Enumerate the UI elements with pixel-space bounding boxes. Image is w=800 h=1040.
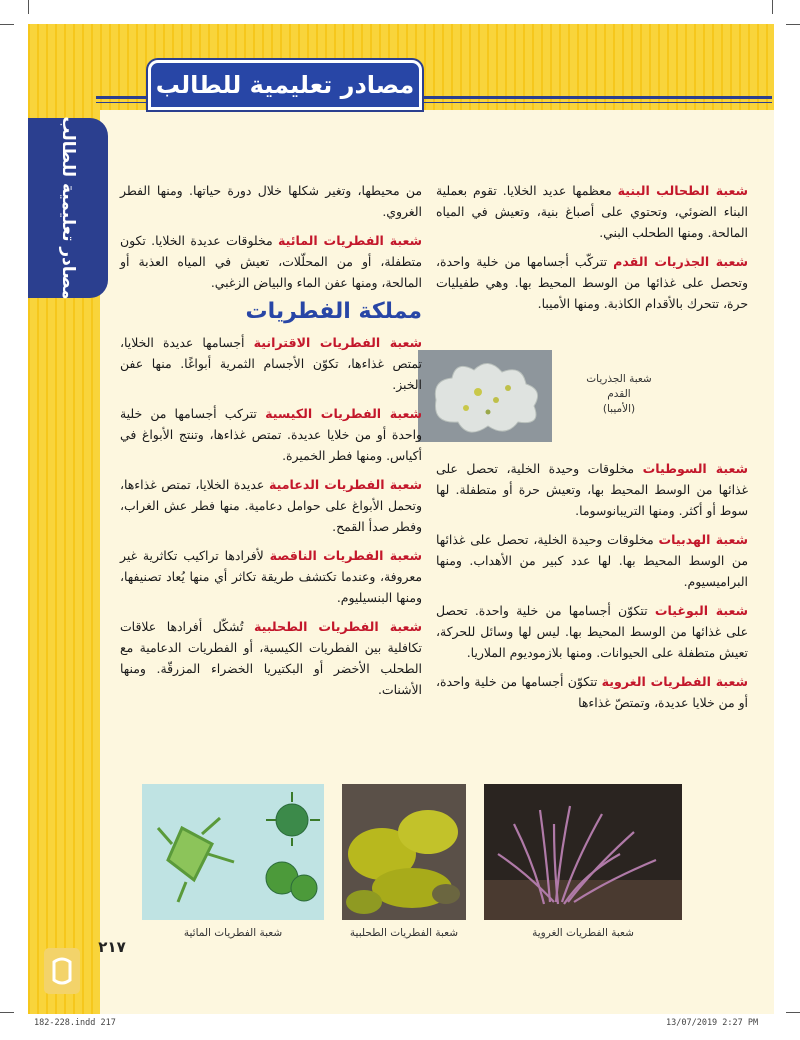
entry-zygomycota: شعبة الفطريات الاقترانية أجسامها عديدة الخلايا، تمتص غذاءها، تكوّن الأجسام الثمرية أبواغًا. منها عفن الخبز.	[120, 335, 423, 392]
right-column-top	[436, 180, 748, 322]
crop-mark	[0, 24, 14, 25]
slime-mold-photo	[484, 784, 682, 920]
entry-slime-molds: شعبة الفطريات الغروية تتكوّن أجسامها من خلية واحدة، أو من خلايا عديدة، وتمتصّ غذاءها	[436, 674, 748, 710]
entry-basidiomycota: شعبة الفطريات الدعامية عديدة الخلايا، تمتص غذاءها، وتحمل الأبواغ على حوامل دعامية. منها فطر عش الغراب، وفطر صدأ القمح.	[120, 477, 422, 534]
water-mold-caption: شعبة الفطريات المائية	[183, 927, 283, 939]
footer-file: 182-228.indd 217	[34, 1018, 116, 1028]
page-number: ٢١٧	[98, 938, 126, 956]
lichen-photo	[342, 784, 466, 920]
entry-sarcodina: شعبة الجذريات القدم تتركّب أجسامها من خلية واحدة، وتحصل على غذائها من الوسط المحيط بها. وهي طفيليات حرة، تتحرك بالأقدام الكاذبة. ومنها الأميبا.	[436, 254, 748, 311]
slime-mold-caption: شعبة الفطريات الغروية	[532, 927, 634, 939]
crop-mark	[0, 1012, 14, 1013]
crop-mark	[772, 0, 773, 14]
entry-deuteromycota: شعبة الفطريات الناقصة لأفرادها تراكيب تكاثرية غير معروفة، وعندما تكتشف طريقة تكاثر أي منها يُعاد تصنيفها، ومنها البنسيليوم.	[120, 548, 422, 605]
entry-flagellates: شعبة السوطيات مخلوقات وحيدة الخلية، تحصل على غذائها من الوسط المحيط بها، وتعيش حرة أو متطفلة. لها سوط أو أكثر. ومنها التريبانوسوما.	[436, 461, 748, 518]
entry-ascomycota: شعبة الفطريات الكيسية تتركب أجسامها من خلية واحدة أو من خلايا عديدة. تمتص غذاءها، وتنتج الأبواغ في أكياس. ومنها فطر الخميرة.	[120, 406, 422, 463]
left-column	[120, 180, 422, 708]
entry-sporozoa: شعبة البوغيات تتكوّن أجسامها من خلية واحدة. تحصل على غذائها من الوسط المحيط بها. ليس لها وسائل للحركة، تعيش متطفلة على الحيوانات. ومنها بلازموديوم الملاريا.	[436, 603, 748, 660]
crop-mark	[786, 24, 800, 25]
lichen-caption: شعبة الفطريات الطحلبية	[349, 927, 459, 939]
slime-continuation: من محيطها، وتغير شكلها خلال دورة حياتها. ومنها الفطر الغروي.	[120, 183, 422, 219]
crop-mark	[786, 1012, 800, 1013]
amoeba-caption: شعبة الجذريات القدم (الأميبا)	[586, 373, 652, 415]
side-tab	[28, 118, 108, 298]
entry-brown-algae: شعبة الطحالب البنية معظمها عديد الخلايا. تقوم بعملية البناء الضوئي، وتحتوي على أصباغ بنية، وتعيش في المياه المالحة. ومنها الطحلب البني.	[436, 183, 748, 240]
crop-mark	[28, 0, 29, 14]
page-title-tab	[148, 60, 422, 110]
right-column-bottom	[436, 458, 748, 721]
publisher-logo	[44, 948, 80, 994]
side-tab-label: مصادر تعليمية للطالب	[58, 116, 78, 300]
footer-date: 13/07/2019 2:27 PM	[666, 1018, 759, 1028]
kingdom-heading: مملكة الفطريات	[245, 299, 422, 324]
entry-lichens: شعبة الفطريات الطحلبية تُشكّل أفرادها علاقات تكافلية بين الفطريات الكيسية، أو الفطريات الدعامية مع الطحلب الأخضر أو البكتيريا الخضراء المزرقّة. ومنها الأشنات.	[120, 619, 422, 697]
entry-ciliates: شعبة الهدبيات مخلوقات وحيدة الخلية، تحصل على غذائها من الوسط المحيط بها. لها عدد كبير من الأهداب. ومنها البراميسيوم.	[436, 532, 748, 589]
amoeba-photo	[418, 350, 552, 442]
water-mold-photo	[142, 784, 324, 920]
entry-water-molds: شعبة الفطريات المائية مخلوقات عديدة الخلايا. تكون متطفلة، أو من المحلّلات، تعيش في المياه العذبة أو المالحة، ومنها عفن الماء والبياض الزغبي.	[120, 233, 422, 290]
page-title: مصادر تعليمية للطالب	[155, 71, 415, 99]
